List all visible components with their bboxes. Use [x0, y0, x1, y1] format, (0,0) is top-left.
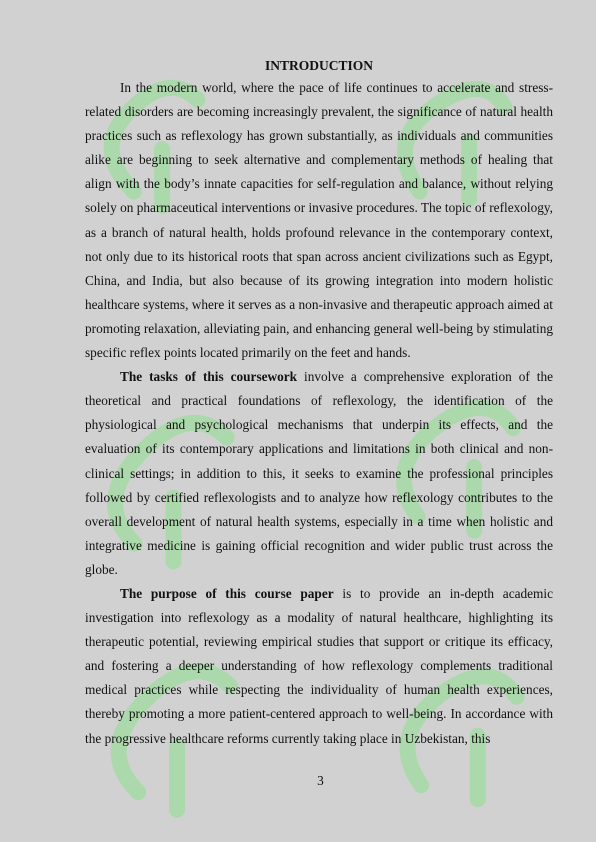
- paragraph-lead: The purpose of this course paper: [120, 585, 334, 601]
- paragraph-text: involve a comprehensive exploration of the theoretical and practical foundations of reflexology, the identification of the physiological and psychological mechanisms that underpin its effects, and the evaluation of its contemporary applications and limitations in both clinical and non-clinical settings; in addition to this, it seeks to examine the professional principles followed by certified reflexologists and to analyze how reflexology contributes to the overall development of natural health systems, especially in a time when holistic and integrative medicine is gaining official recognition and wider public trust across the globe.: [85, 369, 553, 577]
- document-body: [85, 56, 553, 751]
- page-title: INTRODUCTION: [264, 58, 373, 73]
- paragraph-lead: The tasks of this coursework: [120, 369, 298, 385]
- page-number: 3: [317, 773, 324, 788]
- paragraph-text: is to provide an in-depth academic investigation into reflexology as a modality of natural healthcare, highlighting its therapeutic potential, reviewing empirical studies that support or critique its efficacy, and fostering a deeper understanding of how reflexology complements traditional medical practices while respecting the individuality of human health experiences, thereby promoting a more patient-centered approach to well-being. In accordance with the progressive healthcare reforms currently taking place in Uzbekistan, this: [85, 585, 553, 746]
- paragraph-text: In the modern world, where the pace of life continues to accelerate and stress-related disorders are becoming increasingly prevalent, the significance of natural health practices such as reflexology has grown substantially, as individuals and communities alike are beginning to seek alternative and complementary methods of healing that align with the body’s innate capacities for self-regulation and balance, without relying solely on pharmaceutical interventions or invasive procedures. The topic of reflexology, as a branch of natural health, holds profound relevance in the contemporary context, not only due to its historical roots that span across ancient civilizations such as Egypt, China, and India, but also because of its growing integration into modern holistic healthcare systems, where it serves as a non-invasive and therapeutic approach aimed at promoting relaxation, alleviating pain, and enhancing general well-being by stimulating specific reflex points located primarily on the feet and hands.: [85, 80, 553, 361]
- paragraph-intro: [85, 76, 553, 365]
- paragraph-tasks: [85, 365, 553, 582]
- paragraph-purpose: [85, 582, 553, 751]
